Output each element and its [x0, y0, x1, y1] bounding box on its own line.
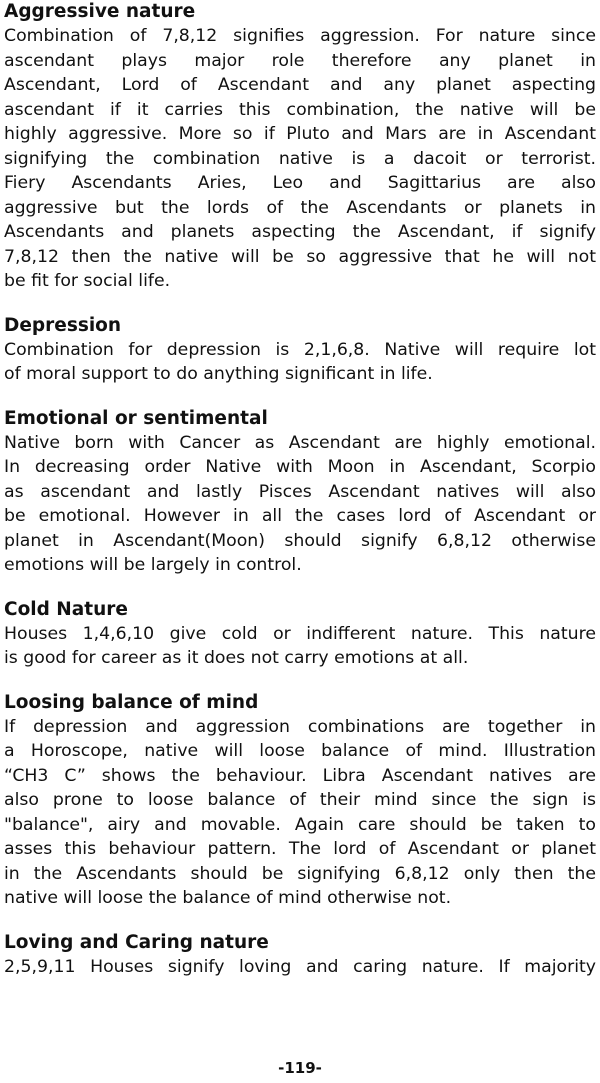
text-line: Native born with Cancer as Ascendant are highly emotional.	[4, 432, 596, 453]
section-gap	[4, 387, 596, 407]
text-line: 7,8,12 then the native will be so aggressive that he will not	[4, 246, 596, 267]
text-line: aggressive but the lords of the Ascendants or planets in	[4, 197, 596, 218]
section-paragraph	[4, 338, 596, 387]
section-loosing-balance	[4, 691, 596, 911]
section-heading: Loving and Caring nature	[4, 931, 269, 953]
section-gap	[4, 294, 596, 314]
text-line: "balance", airy and movable. Again care should be taken to	[4, 814, 596, 835]
text-line: ascendant if it carries this combination, the native will be	[4, 99, 596, 120]
text-line: signifying the combination native is a dacoit or terrorist.	[4, 148, 596, 169]
text-line: planet in Ascendant(Moon) should signify 6,8,12 otherwise	[4, 530, 596, 551]
book-page	[4, 0, 596, 979]
text-line: Ascendants and planets aspecting the Ascendant, if signify	[4, 222, 596, 242]
text-line: highly aggressive. More so if Pluto and Mars are in Ascendant	[4, 124, 596, 144]
section-heading: Loosing balance of mind	[4, 691, 259, 713]
section-cold-nature	[4, 598, 596, 671]
section-depression	[4, 314, 596, 387]
text-line: asses this behaviour pattern. The lord of Ascendant or planet	[4, 839, 596, 859]
text-line: In decreasing order Native with Moon in Ascendant, Scorpio	[4, 457, 596, 477]
section-gap	[4, 578, 596, 598]
text-line: also prone to loose balance of their mind since the sign is	[4, 790, 596, 810]
text-line: is good for career as it does not carry emotions at all.	[4, 648, 469, 668]
text-line: Houses 1,4,6,10 give cold or indifferent nature. This nature	[4, 623, 596, 644]
section-paragraph	[4, 955, 596, 980]
text-line: ascendant plays major role therefore any planet in	[4, 50, 596, 71]
section-paragraph	[4, 622, 596, 671]
section-gap	[4, 911, 596, 931]
section-emotional	[4, 407, 596, 578]
text-line: Ascendant, Lord of Ascendant and any planet aspecting	[4, 75, 596, 95]
text-line: in the Ascendants should be signifying 6,8,12 only then the	[4, 863, 596, 884]
section-heading: Aggressive nature	[4, 1, 196, 22]
section-loving-caring	[4, 931, 596, 980]
section-paragraph	[4, 715, 596, 911]
text-line: native will loose the balance of mind otherwise not.	[4, 888, 452, 908]
text-line: If depression and aggression combinations are together in	[4, 716, 596, 737]
text-line: as ascendant and lastly Pisces Ascendant natives will also	[4, 481, 596, 502]
text-line: “CH3 C” shows the behaviour. Libra Ascendant natives are	[4, 765, 596, 786]
text-line: be emotional. However in all the cases lord of Ascendant or	[4, 506, 596, 526]
section-aggressive-nature	[4, 0, 596, 294]
section-heading: Depression	[4, 314, 122, 336]
section-paragraph	[4, 24, 596, 294]
text-line: emotions will be largely in control.	[4, 555, 302, 575]
section-heading: Cold Nature	[4, 598, 128, 620]
section-gap	[4, 671, 596, 691]
text-line: Fiery Ascendants Aries, Leo and Sagittarius are also	[4, 173, 596, 193]
text-line: Combination of 7,8,12 signifies aggression. For nature since	[4, 26, 596, 46]
text-line: a Horoscope, native will loose balance of mind. Illustration	[4, 741, 596, 761]
section-heading: Emotional or sentimental	[4, 407, 268, 429]
text-line: 2,5,9,11 Houses signify loving and caring nature. If majority	[4, 956, 596, 977]
section-paragraph	[4, 431, 596, 578]
text-line: Combination for depression is 2,1,6,8. Native will require lot	[4, 339, 596, 360]
text-line: be fit for social life.	[4, 271, 171, 291]
text-line: of moral support to do anything significant in life.	[4, 364, 433, 384]
page-number: -119-	[278, 1059, 322, 1077]
